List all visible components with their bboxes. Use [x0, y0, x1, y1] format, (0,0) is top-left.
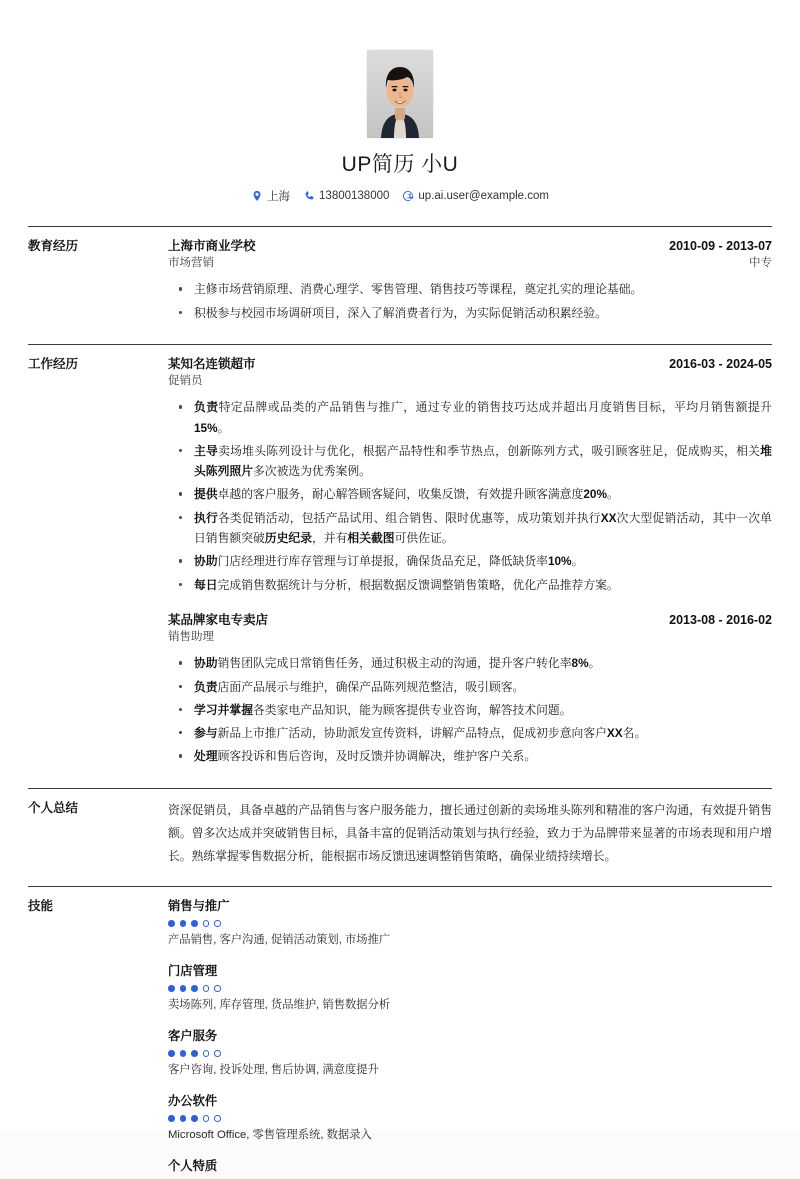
bullet-item: [168, 303, 772, 323]
skill-dot-filled: [180, 1115, 187, 1122]
bullet-text: 。: [606, 487, 619, 502]
entry-role: 促销员: [168, 375, 203, 388]
skill-dot-filled: [168, 985, 175, 992]
bullet-emphasis: 提供: [194, 487, 218, 502]
entry-meta: 中专: [749, 257, 772, 270]
bullet-emphasis: 处理: [194, 749, 218, 764]
skill-dot-filled: [180, 1050, 187, 1057]
section-body: [168, 799, 772, 872]
skill-dot-empty: [203, 920, 210, 927]
entry-bullet-list: [168, 653, 772, 766]
skill-dot-empty: [203, 1115, 210, 1122]
skill-name: 个人特质: [168, 1158, 218, 1173]
skill-level-dots: [168, 1115, 772, 1122]
bullet-text: 主修市场营销原理、消费心理学、零售管理、销售技巧等课程，奠定扎实的理论基础。: [194, 282, 643, 297]
contact-location-text: 上海: [267, 191, 291, 203]
skill-dot-filled: [168, 1050, 175, 1057]
section-label: 教育经历: [28, 239, 79, 253]
skill-item: [168, 1092, 772, 1144]
section-body: [168, 355, 772, 774]
bullet-emphasis: 8%: [571, 656, 589, 671]
skill-dot-filled: [191, 985, 198, 992]
skill-dot-empty: [203, 985, 210, 992]
bullet-text: 。: [571, 554, 584, 569]
contact-email-text: up.ai.user@example.com: [418, 190, 549, 202]
profile-photo: [367, 50, 433, 138]
bullet-item: [168, 397, 772, 438]
contact-bar: [251, 188, 549, 204]
bullet-text: 卖场堆头陈列设计与优化，根据产品特性和季节热点，创新陈列方式，吸引顾客驻足，促成购买，相关: [218, 443, 761, 458]
resume-section: [28, 788, 772, 872]
skill-dot-filled: [191, 1115, 198, 1122]
contact-phone: [303, 190, 389, 202]
bullet-item: [168, 700, 772, 720]
entry-title-row: [168, 355, 772, 373]
bullet-text: 各类家电产品知识，能为顾客提供专业咨询，解答技术问题。: [253, 702, 572, 717]
entry-subtitle-row: [168, 629, 772, 646]
bullet-item: [168, 551, 772, 571]
entry-subtitle-row: [168, 373, 772, 390]
bullet-text: 销售团队完成日常销售任务，通过积极主动的沟通，提升客户转化率: [217, 656, 572, 671]
skill-item: [168, 897, 772, 949]
skill-dot-empty: [203, 1050, 210, 1057]
bullet-text: 门店经理进行库存管理与订单提报，确保货品充足，降低缺货率: [217, 554, 548, 569]
bullet-emphasis: 历史纪录: [264, 531, 312, 545]
entry-organization: 某知名连锁超市: [168, 356, 256, 371]
bullet-text: 。: [588, 656, 601, 671]
skill-dot-filled: [191, 1050, 198, 1057]
bullet-text: 。: [217, 420, 230, 435]
bullet-emphasis: XX: [600, 510, 617, 525]
bullet-text: 卓越的客户服务，耐心解答顾客疑问，收集反馈，有效提升顾客满意度: [217, 487, 584, 502]
skill-name: 销售与推广: [168, 898, 230, 913]
bullet-item: [168, 441, 772, 482]
bullet-text: 店面产品展示与维护，确保产品陈列规范整洁，吸引顾客。: [217, 679, 525, 694]
section-label: 技能: [28, 898, 54, 913]
resume-section: [28, 226, 772, 330]
bullet-item: [168, 279, 772, 299]
entry: [168, 611, 772, 767]
bullet-emphasis: 负责: [194, 679, 218, 694]
bullet-emphasis: 主导: [194, 443, 219, 458]
skill-level-dots: [168, 1050, 772, 1057]
bullet-item: [168, 484, 772, 504]
skill-dot-filled: [180, 985, 187, 992]
entry-organization: 某品牌家电专卖店: [168, 612, 269, 627]
skill-item: [168, 962, 772, 1014]
resume-header: [28, 0, 772, 204]
skill-dot-filled: [168, 1115, 175, 1122]
entry-date-range: 2013-08 - 2016-02: [669, 612, 772, 627]
bullet-text: 各类促销活动，包括产品试用、组合销售、限时优惠等，成功策划并执行: [217, 510, 601, 525]
section-label: 个人总结: [28, 800, 79, 815]
bullet-text: 次大型促销活动，其中一次单日销售额突破: [194, 510, 772, 545]
bullet-text: 特定品牌或品类的产品销售与推广，通过专业的销售技巧达成并超出月度销售目标，平均月销售额提升: [218, 400, 772, 415]
bullet-emphasis: 每日: [194, 577, 218, 592]
skill-dot-empty: [214, 1115, 221, 1122]
bullet-text: 新品上市推广活动，协助派发宣传资料，讲解产品特点，促成初步意向客户: [217, 726, 607, 741]
skill-dot-empty: [214, 920, 221, 927]
entry-bullet-list: [168, 397, 772, 595]
summary-text: 资深促销员，具备卓越的产品销售与客户服务能力，擅长通过创新的卖场堆头陈列和精准的客户沟通，有效提升销售额。曾多次达成并突破销售目标，具备丰富的促销活动策划与执行经验，致力于为品牌带来显著的市场表现和用户增长。熟练掌握零售数据分析，能根据市场反馈迅速调整销售策略，确保业绩持续增长。: [168, 802, 772, 863]
bullet-text: 顾客投诉和售后咨询，及时反馈并协调解决，维护客户关系。: [217, 749, 537, 764]
entry-organization: 上海市商业学校: [168, 239, 256, 253]
skill-dot-filled: [191, 920, 198, 927]
location-pin-icon: [251, 190, 263, 202]
skill-item: [168, 1027, 772, 1079]
bullet-emphasis: 相关截图: [347, 531, 395, 545]
contact-location: [251, 188, 290, 204]
contact-email: [402, 190, 549, 202]
bullet-emphasis: 15%: [194, 420, 218, 435]
skill-level-dots: [168, 985, 772, 992]
page-title: UP简历 小U: [341, 153, 459, 176]
resume-sections: [28, 226, 772, 1179]
bullet-emphasis: 协助: [194, 656, 218, 671]
skill-name: 客户服务: [168, 1028, 218, 1043]
bullet-emphasis: 执行: [194, 510, 218, 525]
skill-name: 办公软件: [168, 1093, 218, 1108]
bullet-item: [168, 746, 772, 766]
bullet-emphasis: 10%: [547, 554, 572, 569]
entry-date-range: 2016-03 - 2024-05: [669, 356, 772, 371]
skill-dot-empty: [214, 985, 221, 992]
at-email-icon: [402, 190, 414, 202]
bullet-text: 积极参与校园市场调研项目，深入了解消费者行为，为实际促销活动积累经验。: [194, 305, 607, 320]
resume-section: [28, 344, 772, 774]
entry-bullet-list: [168, 279, 772, 323]
skill-tags: 客户咨询, 投诉处理, 售后协调, 满意度提升: [168, 1063, 379, 1076]
resume-section: [28, 886, 772, 1179]
entry: [168, 355, 772, 595]
bullet-text: 可供佐证。: [394, 531, 454, 545]
bullet-item: [168, 508, 772, 549]
skill-name: 门店管理: [168, 963, 218, 978]
entry-title-row: [168, 611, 772, 629]
entry-role: 市场营销: [168, 257, 214, 270]
bullet-emphasis: 20%: [583, 487, 607, 502]
bullet-emphasis: XX: [606, 726, 623, 741]
entry-role: 销售助理: [168, 630, 214, 643]
bullet-emphasis: 参与: [194, 726, 218, 741]
bullet-text: 完成销售数据统计与分析，根据数据反馈调整销售策略，优化产品推荐方案。: [217, 577, 619, 592]
bullet-text: ，并有: [312, 531, 348, 545]
entry-date-range: 2010-09 - 2013-07: [669, 239, 772, 253]
bullet-item: [168, 653, 772, 673]
skill-dot-empty: [214, 1050, 221, 1057]
phone-icon: [303, 190, 315, 202]
section-body: [168, 897, 772, 1179]
bullet-text: 名。: [622, 726, 647, 741]
skill-item: [168, 1157, 772, 1175]
skill-level-dots: [168, 920, 772, 927]
bullet-item: [168, 677, 772, 697]
bullet-item: [168, 723, 772, 743]
entry-subtitle-row: [168, 255, 772, 272]
entry: [168, 237, 772, 323]
contact-phone-text: 13800138000: [319, 190, 390, 202]
bullet-emphasis: 堆头陈列照片: [194, 443, 772, 479]
entry-title-row: [168, 237, 772, 255]
bullet-text: 多次被选为优秀案例。: [253, 464, 371, 479]
bullet-emphasis: 学习并掌握: [194, 702, 253, 717]
section-body: [168, 237, 772, 330]
skill-tags: 产品销售, 客户沟通, 促销活动策划, 市场推广: [168, 933, 391, 946]
skill-dot-filled: [180, 920, 187, 927]
bullet-emphasis: 协助: [194, 554, 218, 569]
bullet-item: [168, 575, 772, 595]
section-label: 工作经历: [28, 356, 79, 371]
skill-dot-filled: [168, 920, 175, 927]
skill-tags: Microsoft Office, 零售管理系统, 数据录入: [168, 1128, 372, 1141]
bullet-emphasis: 负责: [194, 400, 219, 415]
skill-tags: 卖场陈列, 库存管理, 货品维护, 销售数据分析: [168, 998, 391, 1011]
